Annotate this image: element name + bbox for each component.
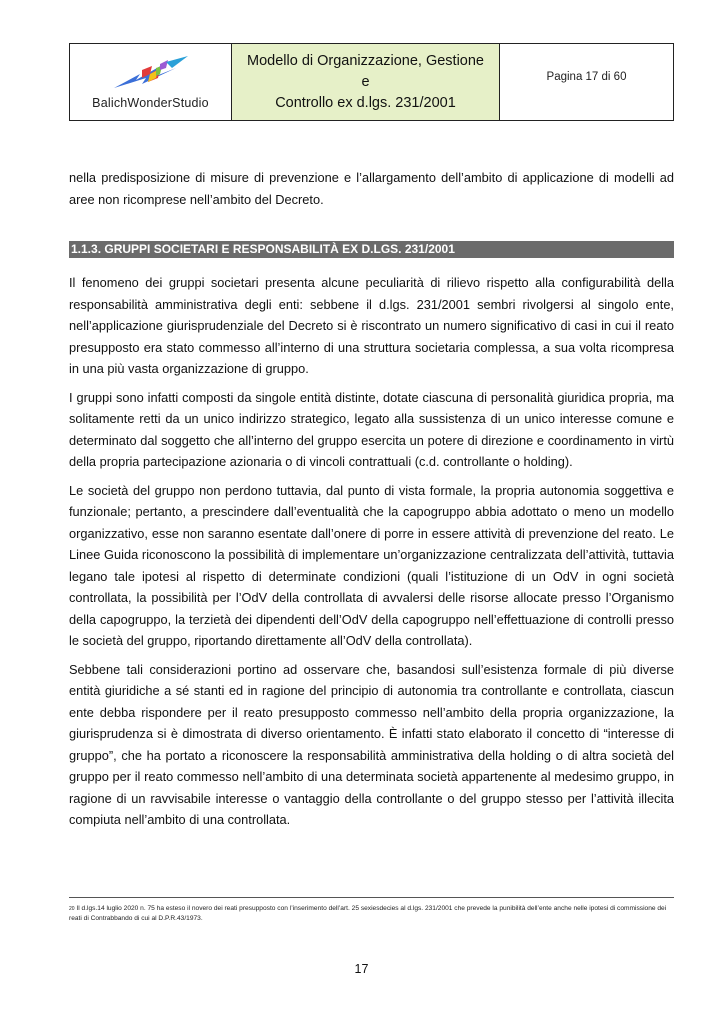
- footnote: [69, 904, 674, 924]
- brand-logo-icon: [112, 54, 192, 94]
- footnote-text: Il d.lgs.14 luglio 2020 n. 75 ha esteso il novero dei reati presupposto con l’inserimento dell’art. 25 sexiesdecies al d.lgs. 231/2001 che prevede la punibilità dell’ente anche nelle ipotesi di commissione dei reati di Contrabbando di cui al D.P.R.43/1973.: [69, 905, 667, 922]
- body-text: [69, 272, 674, 838]
- footnote-number: 20: [69, 906, 75, 912]
- paragraph: Il fenomeno dei gruppi societari presenta alcune peculiarità di rilievo rispetto alla configurabilità della responsabilità amministrativa degli enti: sebbene il d.lgs. 231/2001 sembri rivolgersi al singolo ente, nell’applicazione giurisprudenziale del Decreto si è riscontrato un numero significativo di casi in cui il reato presupposto era stato commesso all’interno di una struttura societaria complessa, a sua volta ricompresa in una più vasta organizzazione di gruppo.: [69, 275, 674, 376]
- paragraph: Le società del gruppo non perdono tuttavia, dal punto di vista formale, la propria autonomia soggettiva e funzionale; pertanto, a prescindere dall’eventualità che la capogruppo abbia adottato o meno un modello organizzativo, esse non saranno esentate dall’onere di porre in essere attività di prevenzione del reato. Le Linee Guida riconoscono la possibilità di implementare un’organizzazione centralizzata dell’attività, tuttavia legano tale ipotesi al rispetto di determinate condizioni (quali l’istituzione di un OdV in ogni società controllata, la possibilità per l’OdV della controllata di avvalersi delle risorse allocate presso l’Organismo della capogruppo, la terzietà dei dipendenti dell’OdV della capogruppo nell’effettuazione di controlli presso le società del gruppo, riportando direttamente all’OdV della controllata).: [69, 482, 674, 648]
- paragraph: Sebbene tali considerazioni portino ad osservare che, basandosi sull’esistenza formale di più diverse entità giuridiche a sé stanti ed in ragione del principio di autonomia tra controllante e controllata, ciascun ente debba rispondere per il reato presupposto commesso nell’ambito della propria organizzazione, la giurisprudenza si è dimostrata di diverso orientamento. È infatti stato elaborato il concetto di “interesse di gruppo”, che ha portato a riconoscere la responsabilità amministrativa della holding o di altra società del gruppo per il reato commesso nell’ambito di una determinata società appartenente al medesimo gruppo, in ragione di un ravvisabile interesse o vantaggio della controllante o del gruppo stesso per l’attività illecita compiuta nell’ambito di una controllata.: [69, 661, 674, 827]
- logo-cell: [70, 44, 232, 120]
- section-heading: 1.1.3. GRUPPI SOCIETARI E RESPONSABILITÀ EX D.LGS. 231/2001: [69, 241, 674, 258]
- intro-text: [69, 167, 674, 217]
- title-line-2: Controllo ex d.lgs. 231/2001: [275, 94, 456, 111]
- footnote-divider: [69, 897, 674, 898]
- document-header: [69, 43, 674, 121]
- document-title: [232, 44, 500, 120]
- paragraph: I gruppi sono infatti composti da singole entità distinte, dotate ciascuna di personalità giuridica propria, ma solitamente retti da un unico indirizzo strategico, legato alla sussistenza di un unico interesse comune e determinato dal soggetto che all’interno del gruppo esercita un potere di direzione e coordinamento in virtù della propria partecipazione azionaria o di vincoli contrattuali (c.d. controllante o holding).: [69, 389, 674, 469]
- logo-text: BalichWonderStudio: [92, 96, 209, 110]
- title-line-1: Modello di Organizzazione, Gestione e: [247, 52, 484, 90]
- intro-paragraph: nella predisposizione di misure di prevenzione e l’allargamento dell’ambito di applicazione di modelli ad aree non ricomprese nell’ambito del Decreto.: [69, 170, 674, 207]
- page-number: 17: [354, 962, 369, 976]
- page-indicator: Pagina 17 di 60: [546, 71, 627, 83]
